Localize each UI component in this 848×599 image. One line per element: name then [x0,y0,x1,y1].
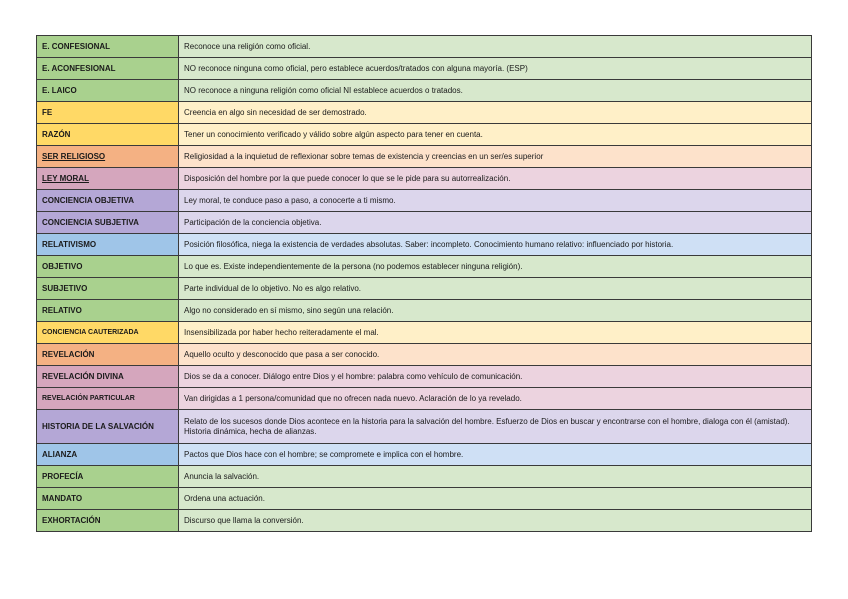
table-row [37,146,812,168]
table-row [37,80,812,102]
term-cell: SUBJETIVO [37,278,179,300]
term-cell: ALIANZA [37,444,179,466]
definition-cell: Tener un conocimiento verificado y válido sobre algún aspecto para tener en cuenta. [179,124,812,146]
table-row [37,212,812,234]
table-row [37,256,812,278]
term-cell: OBJETIVO [37,256,179,278]
term-cell: REVELACIÓN DIVINA [37,366,179,388]
term-cell: E. CONFESIONAL [37,36,179,58]
definition-cell: Disposición del hombre por la que puede conocer lo que se le pide para su autorrealización. [179,168,812,190]
term-cell: RELATIVO [37,300,179,322]
table-row [37,102,812,124]
definition-cell: Reconoce una religión como oficial. [179,36,812,58]
definition-cell: Van dirigidas a 1 persona/comunidad que no ofrecen nada nuevo. Aclaración de lo ya revelado. [179,388,812,410]
table-row [37,234,812,256]
definition-cell: Algo no considerado en sí mismo, sino según una relación. [179,300,812,322]
table-row [37,278,812,300]
definition-cell: Lo que es. Existe independientemente de la persona (no podemos establecer ninguna religión). [179,256,812,278]
table-row [37,388,812,410]
term-cell: REVELACIÓN PARTICULAR [37,388,179,410]
term-cell: FE [37,102,179,124]
table-row [37,58,812,80]
definition-cell: Aquello oculto y desconocido que pasa a ser conocido. [179,344,812,366]
term-cell: REVELACIÓN [37,344,179,366]
table-row [37,190,812,212]
definition-cell: Posición filosófica, niega la existencia de verdades absolutas. Saber: incompleto. Conocimiento humano relativo: influenciado por historia. [179,234,812,256]
table-row [37,366,812,388]
definition-cell: Dios se da a conocer. Diálogo entre Dios y el hombre: palabra como vehículo de comunicación. [179,366,812,388]
table-row [37,344,812,366]
term-cell: EXHORTACIÓN [37,510,179,532]
definition-cell: NO reconoce a ninguna religión como oficial NI establece acuerdos o tratados. [179,80,812,102]
definition-cell: Discurso que llama la conversión. [179,510,812,532]
definition-cell: Ordena una actuación. [179,488,812,510]
table-row [37,36,812,58]
term-cell: CONCIENCIA CAUTERIZADA [37,322,179,344]
definition-cell: Relato de los sucesos donde Dios acontece en la historia para la salvación del hombre. Esfuerzo de Dios en buscar y encontrarse con el hombre, dialoga con él (amistad). Historia dinámica, hecha de alianzas. [179,410,812,444]
term-cell: E. LAICO [37,80,179,102]
term-cell: RELATIVISMO [37,234,179,256]
glossary-table [36,35,812,532]
term-cell: HISTORIA DE LA SALVACIÓN [37,410,179,444]
term-cell: E. ACONFESIONAL [37,58,179,80]
term-cell: LEY MORAL [37,168,179,190]
table-row [37,488,812,510]
table-row [37,466,812,488]
term-cell: PROFECÍA [37,466,179,488]
term-cell: RAZÓN [37,124,179,146]
table-row [37,322,812,344]
table-row [37,410,812,444]
definition-cell: Participación de la conciencia objetiva. [179,212,812,234]
definition-cell: NO reconoce ninguna como oficial, pero establece acuerdos/tratados con alguna mayoría. (ESP) [179,58,812,80]
definition-cell: Pactos que Dios hace con el hombre; se compromete e implica con el hombre. [179,444,812,466]
table-row [37,510,812,532]
table-row [37,168,812,190]
table-row [37,300,812,322]
definition-cell: Insensibilizada por haber hecho reiteradamente el mal. [179,322,812,344]
definition-cell: Anuncia la salvación. [179,466,812,488]
table-row [37,444,812,466]
table-row [37,124,812,146]
definition-cell: Ley moral, te conduce paso a paso, a conocerte a ti mismo. [179,190,812,212]
definition-cell: Religiosidad a la inquietud de reflexionar sobre temas de existencia y creencias en un ser/es superior [179,146,812,168]
term-cell: SER RELIGIOSO [37,146,179,168]
term-cell: CONCIENCIA SUBJETIVA [37,212,179,234]
definition-cell: Parte individual de lo objetivo. No es algo relativo. [179,278,812,300]
definition-cell: Creencia en algo sin necesidad de ser demostrado. [179,102,812,124]
term-cell: MANDATO [37,488,179,510]
term-cell: CONCIENCIA OBJETIVA [37,190,179,212]
